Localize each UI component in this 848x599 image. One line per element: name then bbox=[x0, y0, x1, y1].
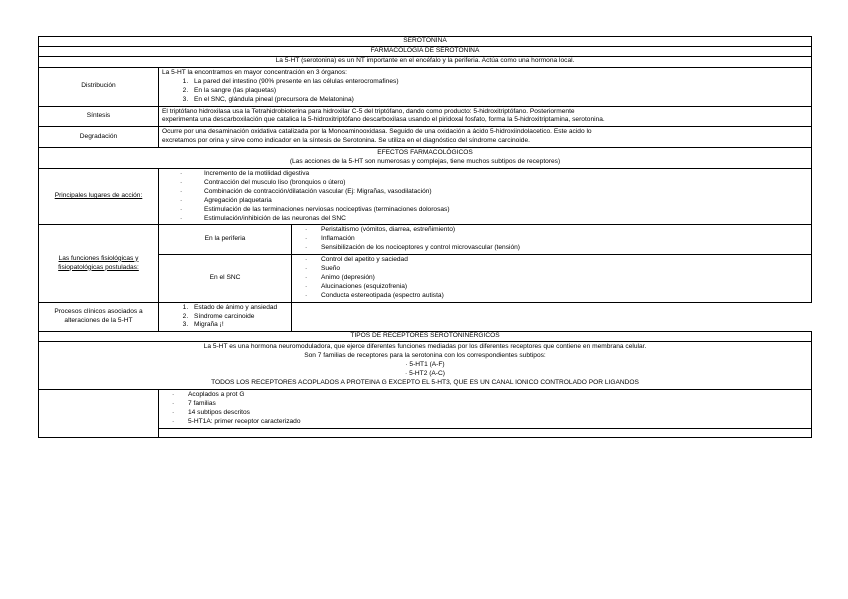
list-item: 3. En el SNC, glándula pineal (precursora de Melatonina) bbox=[190, 96, 808, 105]
list-item: 1. Estado de ánimo y ansiedad bbox=[190, 304, 288, 313]
periferia-list bbox=[295, 226, 808, 253]
empty-cell bbox=[39, 428, 159, 437]
list-item: · Animo (depresión) bbox=[295, 274, 808, 283]
list-item: · Combinación de contracción/dilatación vascular (Ej: Migrañas, vasodilatación) bbox=[162, 188, 808, 197]
list-item: 2. En la sangre (las plaquetas) bbox=[190, 87, 808, 96]
receptores-desc bbox=[39, 342, 812, 390]
procesos-empty-cell bbox=[292, 302, 812, 332]
distribucion-label: Distribución bbox=[39, 67, 159, 106]
lugares-label bbox=[39, 168, 159, 224]
degradacion-line: excretamos por orina y sirve como indicador en la síntesis de Serotonina. Se utiliza en el diagnóstico del síndrome carcinoide. bbox=[162, 137, 530, 145]
receptores-list-row bbox=[39, 389, 812, 428]
receptores-empty-left bbox=[39, 389, 159, 428]
lugares-row bbox=[39, 168, 812, 224]
section-title-efectos: EFECTOS FARMACOLÓGICOS bbox=[377, 149, 473, 157]
list-item: · Sueño bbox=[295, 265, 808, 274]
subtitle-row bbox=[39, 46, 812, 56]
receptor-subtype: · 5-HT2 (A-C) bbox=[405, 370, 445, 378]
sintesis-label: Síntesis bbox=[39, 106, 159, 127]
list-item: · Acoplados a prot G bbox=[162, 391, 808, 400]
list-item: · 5-HT1A: primer receptor caracterizado bbox=[162, 418, 808, 427]
list-item: · Estimulación de las terminaciones nerviosas nociceptivas (terminaciones dolorosas) bbox=[162, 206, 808, 215]
degradacion-line: Ocurre por una desaminación oxidativa catalizada por la Monoaminooxidasa. Seguido de una oxidación a ácido 5-hidroxiindolacetico. Este acido lo bbox=[162, 128, 592, 136]
receptores-line1: La 5-HT es una hormona neuromoduladora, que ejerce diferentes funciones mediadas por los diferentes receptores que contiene en membrana celular. bbox=[203, 343, 647, 351]
serotonin-table bbox=[38, 36, 812, 438]
receptores-desc-row bbox=[39, 342, 812, 390]
receptor-subtype-text: 5-HT1 (A-F) bbox=[409, 361, 445, 369]
funciones-label bbox=[39, 225, 159, 302]
empty-row bbox=[39, 428, 812, 437]
distribucion-row bbox=[39, 67, 812, 106]
list-item: · 14 subtipos descritos bbox=[162, 409, 808, 418]
section-title-receptores: TIPOS DE RECEPTORES SEROTONINÉRGICOS bbox=[39, 332, 812, 342]
lugares-content bbox=[159, 168, 812, 224]
lugares-list bbox=[162, 170, 808, 223]
periferia-content bbox=[292, 225, 812, 255]
list-item: 3. Migraña ¡! bbox=[190, 321, 288, 330]
procesos-row bbox=[39, 302, 812, 332]
distribucion-lead: La 5-HT la encontramos en mayor concentración en 3 órganos: bbox=[162, 68, 347, 76]
distribucion-list bbox=[162, 78, 808, 105]
sintesis-line: El triptófano hidroxilasa usa la Tetrahidrobioterina para hidroxilar C-5 del triptófano, dando como producto: 5-hidroxitriptófano. Posteriormente bbox=[162, 107, 575, 115]
list-item: · Control del apetito y saciedad bbox=[295, 256, 808, 265]
degradacion-label: Degradación bbox=[39, 127, 159, 148]
funciones-label-text: Las funciones fisiológicas y fisiopatológicas postuladas: bbox=[58, 254, 139, 271]
list-item: · Incremento de la motilidad digestiva bbox=[162, 170, 808, 179]
receptores-header-row bbox=[39, 332, 812, 342]
snc-label: En el SNC bbox=[159, 255, 292, 303]
title-row bbox=[39, 37, 812, 47]
receptor-subtype-text: 5-HT2 (A-C) bbox=[409, 370, 445, 378]
receptores-list-cell bbox=[159, 389, 812, 428]
list-item: 2. Síndrome carcinoide bbox=[190, 313, 288, 322]
degradacion-content bbox=[159, 127, 812, 148]
document-title: SEROTONINA bbox=[39, 37, 812, 47]
procesos-list bbox=[162, 304, 288, 331]
sintesis-content bbox=[159, 106, 812, 127]
empty-cell bbox=[159, 428, 812, 437]
sintesis-row bbox=[39, 106, 812, 127]
sintesis-line: experimenta una descarboxilación que catalica la 5-hidroxitriptófano descarboxilasa usando el piridoxal fosfato, forma la 5-hidroxitriptamina, serotonina. bbox=[162, 116, 605, 124]
list-item: · 7 familias bbox=[162, 400, 808, 409]
procesos-label: Procesos clínicos asociados a alteraciones de la 5-HT bbox=[39, 302, 159, 332]
list-item: · Contracción del musculo liso (bronquios o útero) bbox=[162, 179, 808, 188]
efectos-subtitle: (Las acciones de la 5-HT son numerosas y complejas, tiene muchos subtipos de receptores) bbox=[289, 158, 561, 166]
lugares-label-text: Principales lugares de acción: bbox=[54, 192, 143, 200]
list-item: 1. La pared del intestino (90% presente en las células enterocromafines) bbox=[190, 78, 808, 87]
receptores-note: TODOS LOS RECEPTORES ACOPLADOS A PROTEINA G EXCEPTO EL 5-HT3, QUE ES UN CANAL IONICO CONTROLADO POR LIGANDOS bbox=[211, 379, 639, 386]
procesos-content bbox=[159, 302, 292, 332]
intro-text: La 5-HT (serotonina) es un NT importante en el encéfalo y la periferia. Actúa como una hormona local. bbox=[39, 56, 812, 67]
list-item: · Conducta estereotipada (espectro autista) bbox=[295, 292, 808, 301]
efectos-header-row bbox=[39, 148, 812, 169]
intro-row bbox=[39, 56, 812, 67]
periferia-label: En la periferia bbox=[159, 225, 292, 255]
document bbox=[38, 36, 811, 438]
distribucion-content bbox=[159, 67, 812, 106]
list-item: · Agregación plaquetaria bbox=[162, 197, 808, 206]
list-item: · Sensibilización de los nociceptores y control microvascular (tensión) bbox=[295, 244, 808, 253]
snc-list bbox=[295, 256, 808, 301]
funciones-periferia-row bbox=[39, 225, 812, 255]
list-item: · Peristaltismo (vómitos, diarrea, estreñimiento) bbox=[295, 226, 808, 235]
receptor-subtype: · 5-HT1 (A-F) bbox=[405, 361, 445, 369]
efectos-header bbox=[39, 148, 812, 169]
list-item: · Estimulación/inhibición de las neuronas del SNC bbox=[162, 215, 808, 224]
section-title-farmacologia: FARMACOLOGÍA DE SEROTONINA bbox=[39, 46, 812, 56]
receptores-list bbox=[162, 391, 808, 427]
receptores-line2: Son 7 familias de receptores para la serotonina con los correspondientes subtipos: bbox=[304, 352, 546, 360]
list-item: · Inflamación bbox=[295, 235, 808, 244]
list-item: · Alucinaciones (esquizofrenia) bbox=[295, 283, 808, 292]
degradacion-row bbox=[39, 127, 812, 148]
snc-content bbox=[292, 255, 812, 303]
